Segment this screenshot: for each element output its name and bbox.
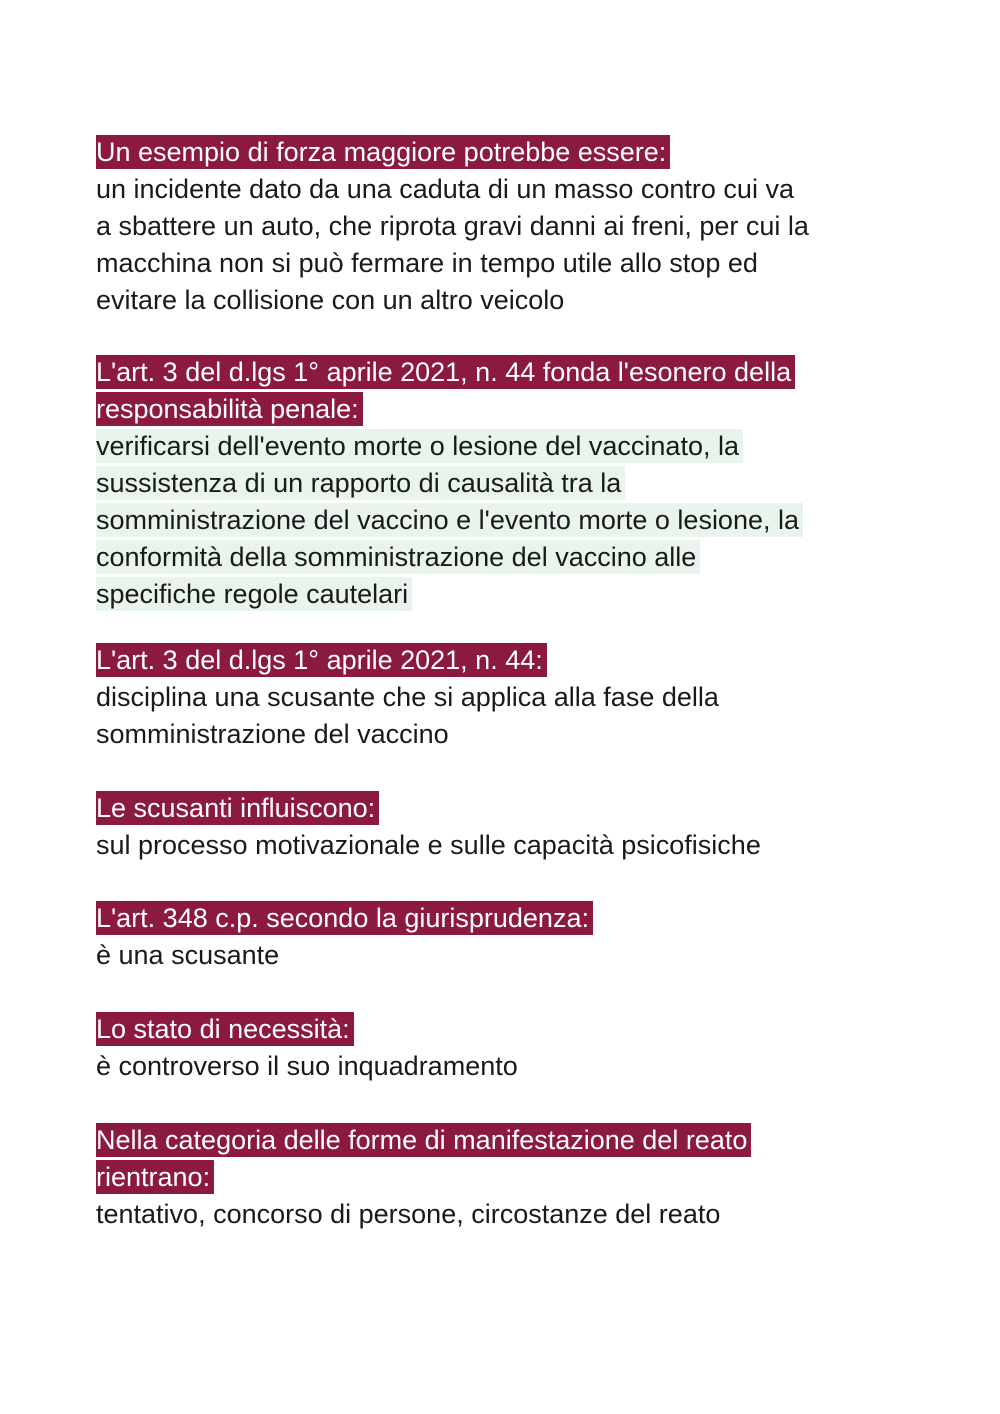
question-line: responsabilità penale: [96,391,896,428]
answer-line: conformità della somministrazione del vaccino alle [96,539,896,576]
answer-line: è una scusante [96,940,280,970]
answer-line: un incidente dato da una caduta di un masso contro cui va [96,174,794,204]
answer-line: evitare la collisione con un altro veicolo [96,285,565,315]
card-esonero-responsabilita [96,354,896,613]
answer-line: macchina non si può fermare in tempo utile allo stop ed [96,248,758,278]
card-art-348 [96,900,896,974]
question-line: Nella categoria delle forme di manifestazione del reato [96,1122,896,1159]
answer-line: somministrazione del vaccino e l'evento morte o lesione, la [96,502,896,539]
answer-line: disciplina una scusante che si applica alla fase della [96,682,719,712]
answer-line: sussistenza di un rapporto di causalità tra la [96,465,896,502]
question-line: Lo stato di necessità: [96,1011,896,1048]
question-line: L'art. 348 c.p. secondo la giurisprudenza: [96,900,896,937]
answer-line: specifiche regole cautelari [96,576,896,613]
answer-line: tentativo, concorso di persone, circostanze del reato [96,1199,721,1229]
answer-line: somministrazione del vaccino [96,719,449,749]
card-scusanti-influiscono [96,790,896,864]
card-forza-maggiore [96,134,896,319]
answer-line: sul processo motivazionale e sulle capacità psicofisiche [96,830,761,860]
question-line: Le scusanti influiscono: [96,790,896,827]
question-line: L'art. 3 del d.lgs 1° aprile 2021, n. 44 fonda l'esonero della [96,354,896,391]
answer-line: verificarsi dell'evento morte o lesione del vaccinato, la [96,428,896,465]
card-scusante-vaccino [96,642,896,753]
question-line: Un esempio di forza maggiore potrebbe essere: [96,134,896,171]
answer-line: è controverso il suo inquadramento [96,1051,518,1081]
answer-line: a sbattere un auto, che riprota gravi danni ai freni, per cui la [96,211,809,241]
card-forme-manifestazione [96,1122,896,1233]
question-line: rientrano: [96,1159,896,1196]
card-stato-necessita [96,1011,896,1085]
question-line: L'art. 3 del d.lgs 1° aprile 2021, n. 44: [96,642,896,679]
